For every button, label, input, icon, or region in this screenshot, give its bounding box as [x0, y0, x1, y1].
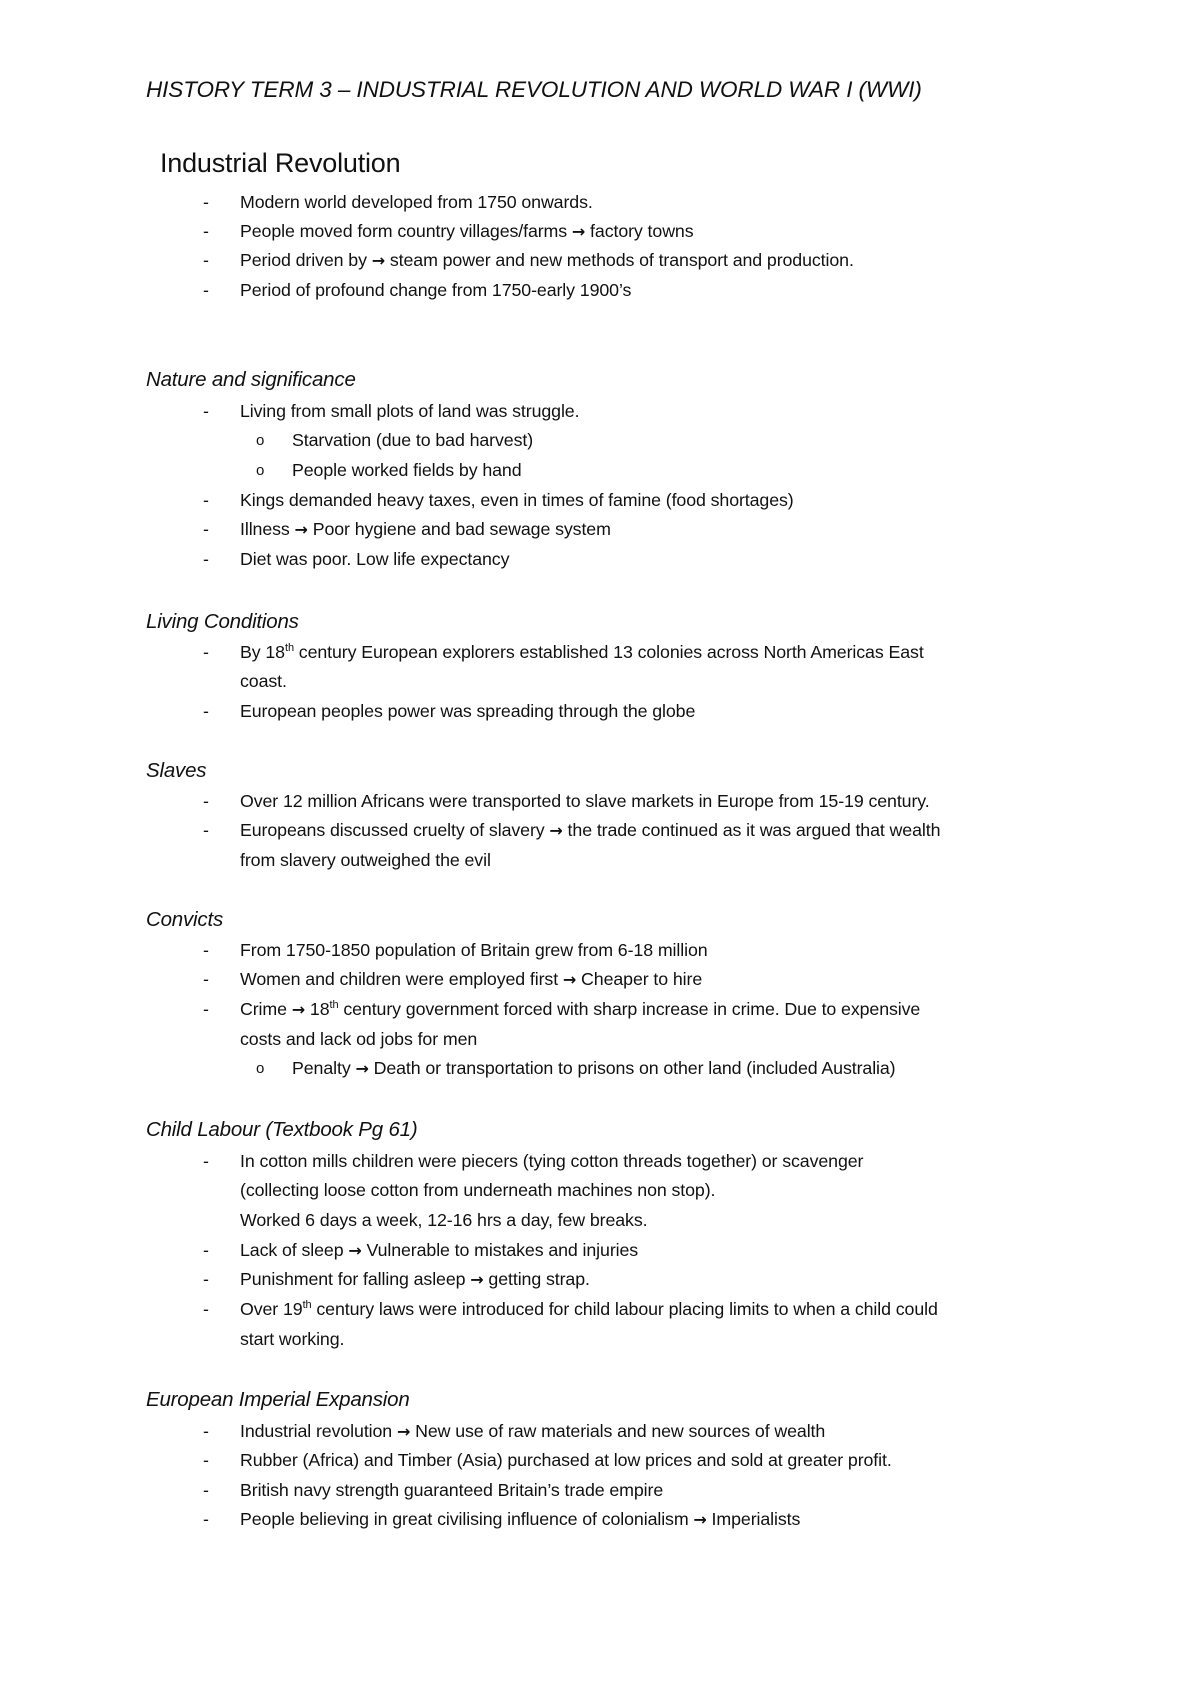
sub-list-item: o Penalty → Death or transportation to prisons on other land (included Australia) — [256, 1058, 896, 1078]
section-heading-convicts: Convicts — [146, 908, 224, 931]
arrow-right-icon: → — [571, 222, 586, 241]
dash-bullet: - — [203, 969, 209, 989]
section-heading-slaves: Slaves — [146, 759, 207, 782]
list-item: - In cotton mills children were piecers (tying cotton threads together) or scavenger — [203, 1151, 864, 1171]
list-item-continuation: costs and lack od jobs for men — [240, 1029, 478, 1049]
list-item: - Modern world developed from 1750 onwards. — [203, 192, 593, 212]
arrow-right-icon: → — [348, 1241, 362, 1260]
circle-bullet: o — [256, 462, 265, 479]
circle-bullet: o — [256, 432, 265, 449]
arrow-right-icon: → — [549, 821, 563, 840]
dash-bullet: - — [203, 221, 209, 241]
list-item: - Rubber (Africa) and Timber (Asia) purchased at low prices and sold at greater profit. — [203, 1450, 892, 1470]
dash-bullet: - — [203, 820, 209, 840]
sub-list-item: o People worked fields by hand — [256, 460, 522, 480]
section-heading-living: Living Conditions — [146, 610, 299, 633]
section-heading-imperial: European Imperial Expansion — [146, 1388, 410, 1411]
list-item: - Punishment for falling asleep → getting strap. — [203, 1269, 590, 1289]
dash-bullet: - — [203, 1509, 209, 1529]
circle-bullet: o — [256, 1060, 265, 1077]
list-item: - Crime → 18th century government forced with sharp increase in crime. Due to expensive — [203, 999, 921, 1019]
dash-bullet: - — [203, 250, 209, 270]
list-item-continuation: (collecting loose cotton from underneath machines non stop). — [240, 1180, 716, 1200]
list-item: - Living from small plots of land was struggle. — [203, 401, 580, 421]
list-item: - People moved form country villages/farms → factory towns — [203, 221, 694, 241]
dash-bullet: - — [203, 192, 209, 212]
dash-bullet: - — [203, 999, 209, 1019]
list-item: - Lack of sleep → Vulnerable to mistakes and injuries — [203, 1240, 639, 1260]
dash-bullet: - — [203, 280, 209, 300]
arrow-right-icon: → — [291, 1000, 306, 1019]
list-item: - From 1750-1850 population of Britain grew from 6-18 million — [203, 940, 708, 960]
list-item: - Period driven by → steam power and new methods of transport and production. — [203, 250, 854, 270]
arrow-right-icon: → — [355, 1059, 369, 1078]
dash-bullet: - — [203, 519, 209, 539]
list-item: - European peoples power was spreading through the globe — [203, 701, 696, 721]
list-item: - Period of profound change from 1750-early 1900’s — [203, 280, 632, 300]
dash-bullet: - — [203, 401, 209, 421]
dash-bullet: - — [203, 1269, 209, 1289]
list-item: - Europeans discussed cruelty of slavery → the trade continued as it was argued that wealth — [203, 820, 941, 840]
list-item: - Kings demanded heavy taxes, even in times of famine (food shortages) — [203, 490, 794, 510]
list-item: - Illness → Poor hygiene and bad sewage system — [203, 519, 611, 539]
section-heading-child-labour: Child Labour (Textbook Pg 61) — [146, 1118, 418, 1141]
dash-bullet: - — [203, 642, 209, 662]
dash-bullet: - — [203, 1480, 209, 1500]
arrow-right-icon: → — [562, 970, 577, 989]
arrow-right-icon: → — [294, 520, 308, 539]
list-item-continuation: from slavery outweighed the evil — [240, 850, 491, 870]
dash-bullet: - — [203, 1421, 209, 1441]
dash-bullet: - — [203, 549, 209, 569]
dash-bullet: - — [203, 1299, 209, 1319]
section-heading-nature: Nature and significance — [146, 368, 356, 391]
dash-bullet: - — [203, 701, 209, 721]
dash-bullet: - — [203, 940, 209, 960]
list-item: - Women and children were employed first → Cheaper to hire — [203, 969, 703, 989]
document-title: HISTORY TERM 3 – INDUSTRIAL REVOLUTION AND WORLD WAR I (WWI) — [146, 77, 922, 102]
list-item-continuation: start working. — [240, 1329, 345, 1349]
main-heading: Industrial Revolution — [160, 148, 401, 178]
list-item: - Diet was poor. Low life expectancy — [203, 549, 510, 569]
arrow-right-icon: → — [693, 1510, 707, 1529]
list-item: - Over 12 million Africans were transported to slave markets in Europe from 15-19 century. — [203, 791, 930, 811]
list-item: - Industrial revolution → New use of raw materials and new sources of wealth — [203, 1421, 826, 1441]
arrow-right-icon: → — [371, 251, 386, 270]
list-item: - British navy strength guaranteed Britain’s trade empire — [203, 1480, 664, 1500]
arrow-right-icon: → — [396, 1422, 411, 1441]
list-item: - Over 19th century laws were introduced for child labour placing limits to when a child could — [203, 1299, 938, 1319]
dash-bullet: - — [203, 1450, 209, 1470]
arrow-right-icon: → — [470, 1270, 484, 1289]
list-item-continuation: Worked 6 days a week, 12-16 hrs a day, few breaks. — [240, 1210, 648, 1230]
list-item: - People believing in great civilising influence of colonialism → Imperialists — [203, 1509, 801, 1529]
dash-bullet: - — [203, 791, 209, 811]
dash-bullet: - — [203, 1240, 209, 1260]
sub-list-item: o Starvation (due to bad harvest) — [256, 430, 534, 450]
dash-bullet: - — [203, 1151, 209, 1171]
list-item: - By 18th century European explorers established 13 colonies across North Americas East — [203, 642, 924, 662]
list-item-continuation: coast. — [240, 671, 287, 691]
dash-bullet: - — [203, 490, 209, 510]
